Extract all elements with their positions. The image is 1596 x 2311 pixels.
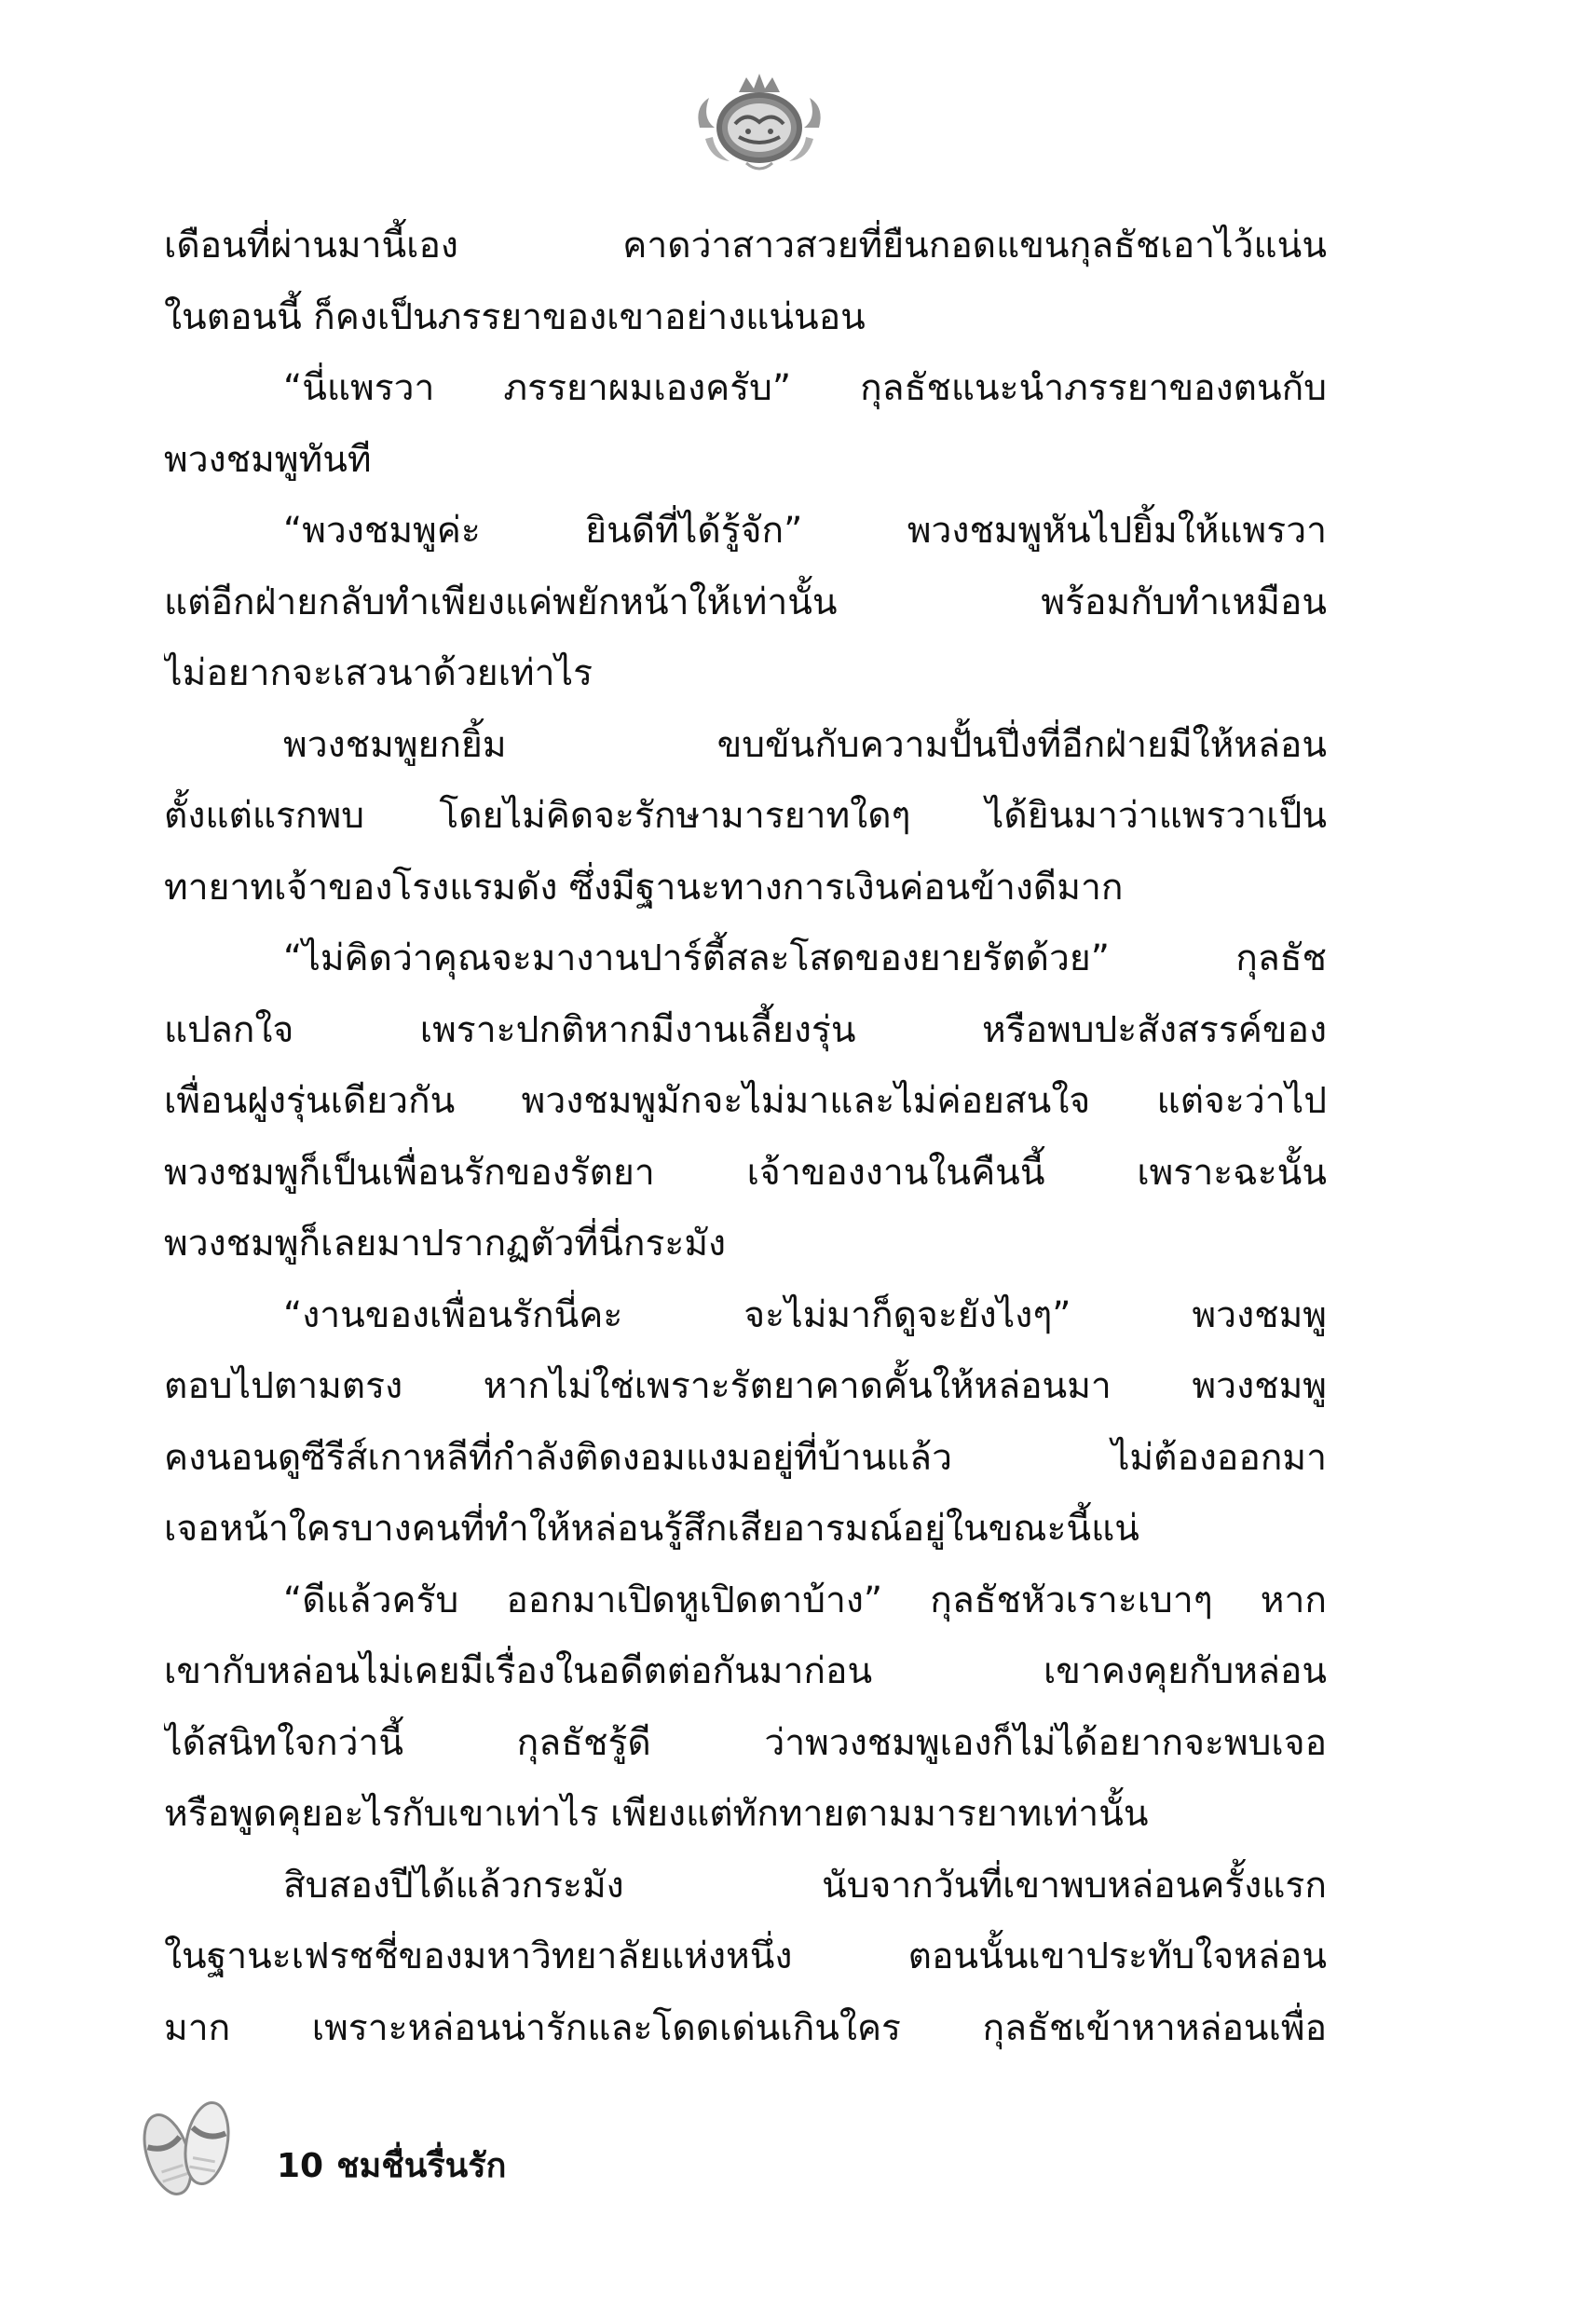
text-line: หรือพูดคุยอะไรกับเขาเท่าไร เพียงแต่ทักทายตามมารยาทเท่านั้น bbox=[164, 1793, 1149, 1835]
text-line: “พวงชมพูค่ะ ยินดีที่ได้รู้จัก” พวงชมพูหันไปยิ้มให้แพรวา bbox=[283, 510, 1327, 552]
text-line: ได้สนิทใจกว่านี้ กุลธัชรู้ดี ว่าพวงชมพูเองก็ไม่ได้อยากจะพบเจอ bbox=[164, 1721, 1327, 1764]
text-line: “งานของเพื่อนรักนี่คะ จะไม่มาก็ดูจะยังไงๆ” พวงชมพู bbox=[283, 1293, 1327, 1336]
book-title: ชมชื่นรื่นรัก bbox=[336, 2147, 507, 2185]
text-line: เพื่อนฝูงรุ่นเดียวกัน พวงชมพูมักจะไม่มาและไม่ค่อยสนใจ แต่จะว่าไป bbox=[164, 1080, 1327, 1122]
text-line: พวงชมพูก็เลยมาปรากฏตัวที่นี่กระมัง bbox=[164, 1223, 727, 1265]
text-line: ในตอนนี้ ก็คงเป็นภรรยาของเขาอย่างแน่นอน bbox=[164, 295, 866, 338]
text-line: พวงชมพูทันที bbox=[164, 438, 372, 481]
text-line: สิบสองปีได้แล้วกระมัง นับจากวันที่เขาพบหล่อนครั้งแรก bbox=[283, 1864, 1327, 1907]
page-footer bbox=[277, 2139, 519, 2192]
slippers-icon bbox=[136, 2095, 237, 2203]
text-line: ตอบไปตามตรง หากไม่ใช่เพราะรัตยาคาดคั้นให้หล่อนมา พวงชมพู bbox=[164, 1365, 1327, 1407]
text-line: เจอหน้าใครบางคนที่ทำให้หล่อนรู้สึกเสียอารมณ์อยู่ในขณะนี้แน่ bbox=[164, 1508, 1139, 1550]
text-line: ไม่อยากจะเสวนาด้วยเท่าไร bbox=[164, 652, 593, 694]
text-line: “นี่แพรวา ภรรยาผมเองครับ” กุลธัชแนะนำภรรยาของตนกับ bbox=[283, 367, 1327, 409]
text-line: “ดีแล้วครับ ออกมาเปิดหูเปิดตาบ้าง” กุลธัชหัวเราะเบาๆ หาก bbox=[283, 1579, 1327, 1621]
body-text bbox=[164, 211, 1327, 2064]
text-line: ตั้งแต่แรกพบ โดยไม่คิดจะรักษามารยาทใดๆ ได้ยินมาว่าแพรวาเป็น bbox=[164, 795, 1327, 837]
text-line: “ไม่คิดว่าคุณจะมางานปาร์ตี้สละโสดของยายรัตด้วย” กุลธัช bbox=[283, 937, 1327, 979]
text-line: เขากับหล่อนไม่เคยมีเรื่องในอดีตต่อกันมาก่อน เขาคงคุยกับหล่อน bbox=[164, 1650, 1327, 1692]
text-line: คงนอนดูซีรีส์เกาหลีที่กำลังติดงอมแงมอยู่ที่บ้านแล้ว ไม่ต้องออกมา bbox=[164, 1436, 1327, 1479]
ornamental-logo-icon bbox=[692, 70, 826, 180]
text-line: เดือนที่ผ่านมานี้เอง คาดว่าสาวสวยที่ยืนกอดแขนกุลธัชเอาไว้แน่น bbox=[164, 225, 1327, 267]
text-line: ในฐานะเฟรชชี่ของมหาวิทยาลัยแห่งหนึ่ง ตอนนั้นเขาประทับใจหล่อน bbox=[164, 1935, 1327, 1977]
page-number: 10 bbox=[277, 2147, 324, 2185]
text-line: มาก เพราะหล่อนน่ารักและโดดเด่นเกินใคร กุลธัชเข้าหาหล่อนเพื่อ bbox=[164, 2006, 1327, 2049]
text-line: พวงชมพูก็เป็นเพื่อนรักของรัตยา เจ้าของงานในคืนนี้ เพราะฉะนั้น bbox=[164, 1151, 1327, 1194]
text-line: แต่อีกฝ่ายกลับทำเพียงแค่พยักหน้าให้เท่านั้น พร้อมกับทำเหมือน bbox=[164, 581, 1327, 623]
text-line: พวงชมพูยกยิ้ม ขบขันกับความปั้นปึ่งที่อีกฝ่ายมีให้หล่อน bbox=[283, 723, 1327, 766]
text-line: แปลกใจ เพราะปกติหากมีงานเลี้ยงรุ่น หรือพบปะสังสรรค์ของ bbox=[164, 1008, 1327, 1051]
text-line: ทายาทเจ้าของโรงแรมดัง ซึ่งมีฐานะทางการเงินค่อนข้างดีมาก bbox=[164, 866, 1124, 909]
